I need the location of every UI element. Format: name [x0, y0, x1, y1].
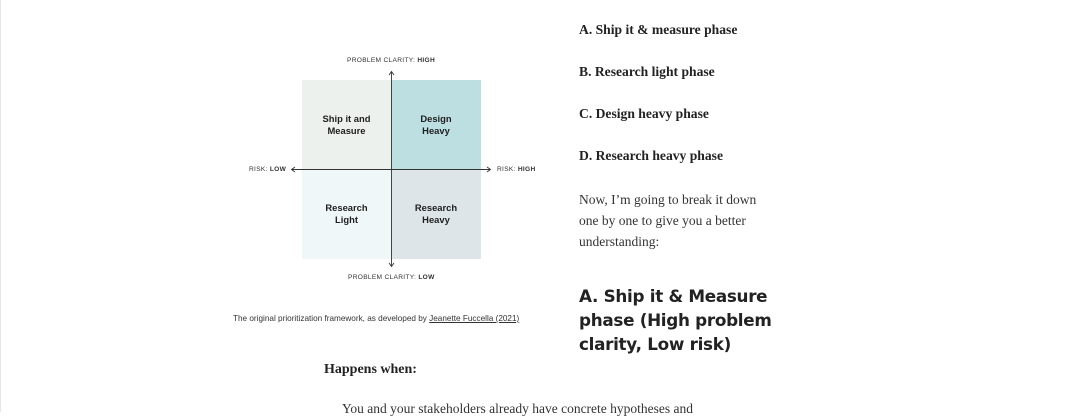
paragraph-line: understanding:: [579, 234, 660, 249]
option-c: C. Design heavy phase: [579, 106, 709, 121]
quadrant-research-light: Research Light: [302, 169, 391, 259]
axis-label-top: PROBLEM CLARITY: HIGH: [347, 57, 436, 64]
axis-label-left: RISK: LOW: [249, 166, 287, 173]
body-text-cut-off: You and your stakeholders already have concrete hypotheses and: [342, 401, 694, 416]
paragraph-line: Now, I’m going to break it down: [579, 192, 757, 207]
section-heading: [579, 284, 809, 356]
quadrant-research-heavy: Research Heavy: [391, 169, 481, 259]
option-a: A. Ship it & measure phase: [579, 22, 738, 37]
diagram-axes: [1, 0, 1091, 412]
option-d: D. Research heavy phase: [579, 148, 723, 163]
quadrant-ship-it-and-measure: Ship it and Measure: [302, 80, 391, 169]
heading-line: clarity, Low risk): [579, 334, 731, 354]
happens-when-label: Happens when:: [324, 362, 417, 377]
axis-label-right: RISK: HIGH: [497, 166, 536, 173]
quadrant-design-heavy: Design Heavy: [391, 80, 481, 169]
intro-paragraph: [579, 189, 794, 252]
caption-text: The original prioritization framework, as developed by: [233, 314, 427, 323]
heading-line: A. Ship it & Measure: [579, 286, 768, 306]
heading-line: phase (High problem: [579, 310, 772, 330]
option-b: B. Research light phase: [579, 64, 715, 79]
axis-label-bottom: PROBLEM CLARITY: LOW: [348, 274, 435, 281]
caption-author-link[interactable]: Jeanette Fuccella (2021): [429, 314, 520, 323]
figure-caption: [233, 314, 519, 323]
paragraph-line: one by one to give you a better: [579, 213, 746, 228]
